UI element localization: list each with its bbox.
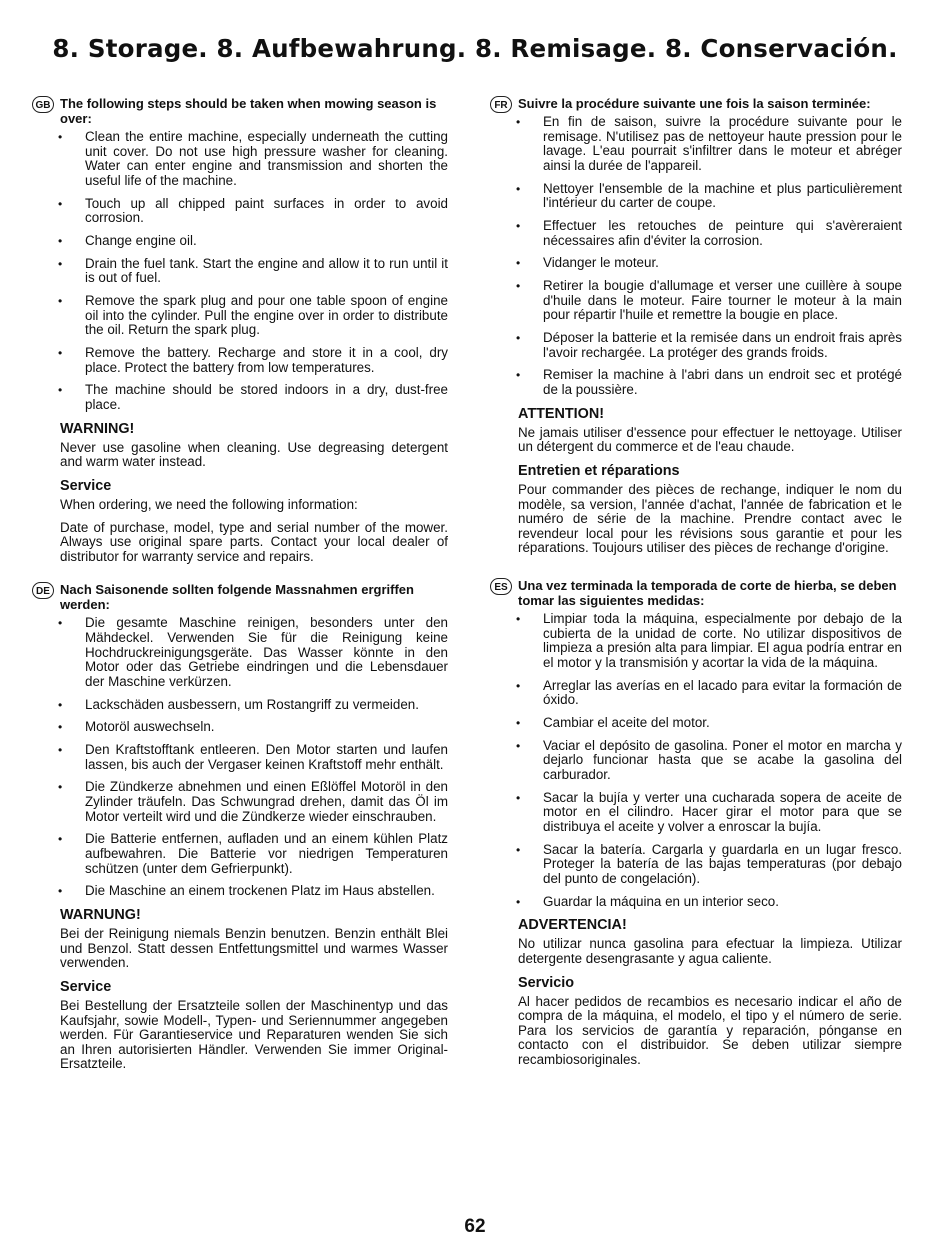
language-badge-de: DE: [32, 582, 54, 599]
service-title-es: Servicio: [518, 974, 574, 991]
warning-text-gb: Never use gasoline when cleaning. Use degreasing detergent and warm water instead.: [60, 439, 448, 470]
list-item: • Vidanger le moteur.: [490, 256, 902, 271]
list-item: • Remove the battery. Recharge and store it in a cool, dry place. Protect the battery from low temperatures.: [32, 346, 448, 375]
list-item: • En fin de saison, suivre la procédure suivante pour le remisage. N'utilisez pas de nettoyeur haute pression pour le lavage. L'eau pourrait s'infiltrer dans le moteur et abréger ainsi la durée de l'appareil.: [490, 115, 902, 173]
list-item: • Effectuer les retouches de peinture qui s'avèreraient nécessaires afin d'éviter la corrosion.: [490, 219, 902, 248]
language-badge-gb: GB: [32, 96, 54, 113]
list-item: • Retirer la bougie d'allumage et verser une cuillère à soupe d'huile dans le moteur. Faire tourner le moteur à la main pour répartir l'huile et remettre la bougie en place.: [490, 279, 902, 323]
section-es: [490, 578, 902, 1068]
service-title-de: Service: [60, 978, 112, 995]
section-de: [32, 582, 448, 1072]
list-item: • Die Maschine an einem trockenen Platz im Haus abstellen.: [32, 884, 448, 899]
list-item: • Remiser la machine à l'abri dans un endroit sec et protégé de la poussière.: [490, 368, 902, 397]
heading-text-gb: The following steps should be taken when mowing season is over:: [60, 96, 437, 126]
language-badge-fr: FR: [490, 96, 512, 113]
service-text-es-1: Al hacer pedidos de recambios es necesario indicar el año de compra de la máquina, el modelo, el tipo y el número de serie. Para los servicios de garantía y reparación, pónganse en contacto con el distribuidor. Se deben utilizar siempre recambiosoriginales.: [518, 993, 902, 1067]
list-item: • Die Zündkerze abnehmen und einen Eßlöffel Motoröl in den Zylinder träufeln. Das Schwungrad drehen, damit das Öl im Motor verteilt wird und die Zündkerze wieder einschrauben.: [32, 780, 448, 824]
heading-text-de: Nach Saisonende sollten folgende Massnahmen ergriffen werden:: [60, 582, 414, 613]
list-item: • Clean the entire machine, especially underneath the cutting unit cover. Do not use high pressure washer for cleaning. Water can enter engine and transmission and shorten the useful life of the machine.: [32, 130, 448, 188]
warning-title-es: ADVERTENCIA!: [518, 917, 627, 934]
service-text-gb-1: When ordering, we need the following information:: [60, 497, 358, 512]
warning-text-de: Bei der Reinigung niemals Benzin benutzen. Benzin enthält Blei und Benzol. Statt dessen Entfettungsmittel und warmes Wasser verwenden.: [60, 926, 448, 971]
bullet-list-es: [490, 612, 902, 909]
section-heading-de: [32, 582, 448, 612]
bullet-list-fr: [490, 115, 902, 398]
list-item: • Remove the spark plug and pour one table spoon of engine oil into the cylinder. Pull the engine over in order to distribute the oil. Return the spark plug.: [32, 294, 448, 338]
service-text-gb-2: Date of purchase, model, type and serial number of the mower. Always use original spare parts. Contact your local dealer of distributor for warranty service and repairs.: [60, 519, 448, 564]
heading-text-fr: Suivre la procédure suivante une fois la saison terminée:: [518, 96, 871, 111]
warning-title-gb: WARNING!: [60, 420, 135, 437]
service-text-fr-1: Pour commander des pièces de rechange, indiquer le nom du modèle, sa version, l'année d'achat, l'année de fabrication et le numéro de série de la machine. Prendre contact avec le revendeur local pour les révisions sous garantie et pour les réparations. Toujours utiliser des pièces de rechange d'origine.: [518, 482, 902, 556]
service-text-de-1: Bei Bestellung der Ersatzteile sollen der Maschinentyp und das Kaufsjahr, sowie Modell-, Typen- und Seriennummer angegeben werden. Für Garantieservice und Reparaturen wenden Sie sich an Ihren autorisierten Händler. Verwenden Sie immer Original-Ersatzteile.: [60, 997, 448, 1072]
list-item: • Touch up all chipped paint surfaces in order to avoid corrosion.: [32, 197, 448, 226]
list-item: • Arreglar las averías en el lacado para evitar la formación de óxido.: [490, 679, 902, 708]
warning-title-fr: ATTENTION!: [518, 405, 605, 422]
warning-text-es: No utilizar nunca gasolina para efectuar la limpieza. Utilizar detergente desengrasante y agua caliente.: [518, 936, 902, 966]
list-item: • Lackschäden ausbessern, um Rostangriff zu vermeiden.: [32, 698, 448, 713]
list-item: • Guardar la máquina en un interior seco.: [490, 895, 902, 910]
list-item: • Vaciar el depósito de gasolina. Poner el motor en marcha y dejarlo funcionar hasta que se acabe la gasolina del carburador.: [490, 739, 902, 783]
list-item: • Motoröl auswechseln.: [32, 720, 448, 735]
warning-text-fr: Ne jamais utiliser d'essence pour effectuer le nettoyage. Utiliser un détergent du commerce et de l'eau chaude.: [518, 424, 902, 455]
list-item: • Sacar la batería. Cargarla y guardarla en un lugar fresco. Proteger la batería de las bajas temperaturas (por debajo del punto de congelación).: [490, 843, 902, 887]
list-item: • Sacar la bujía y verter una cucharada sopera de aceite de motor en el cilindro. Hacer girar el motor para que se distribuya el aceite y volver a enroscar la bujía.: [490, 791, 902, 835]
list-item: • Déposer la batterie et la remisée dans un endroit frais après l'avoir rechargée. La protéger des grands froids.: [490, 331, 902, 360]
right-column: [490, 96, 902, 1076]
list-item: • Den Kraftstofftank entleeren. Den Motor starten und laufen lassen, bis auch der Vergaser keinen Kraftstoff mehr enthält.: [32, 743, 448, 772]
language-badge-es: ES: [490, 578, 512, 595]
section-heading-es: [490, 578, 902, 608]
list-item: • Die Batterie entfernen, aufladen und an einem kühlen Platz aufbewahren. Die Batterie vor niedrigen Temperaturen schützen (unter dem Gefrierpunkt).: [32, 832, 448, 876]
bullet-list-gb: [32, 130, 448, 413]
section-gb: [32, 96, 448, 564]
list-item: • The machine should be stored indoors in a dry, dust-free place.: [32, 383, 448, 412]
section-heading-gb: [32, 96, 448, 126]
left-column: [32, 96, 448, 1080]
service-title-fr: Entretien et réparations: [518, 463, 680, 479]
list-item: • Limpiar toda la máquina, especialmente por debajo de la cubierta de la unidad de corte. No utilizar dispositivos de limpieza a presión alta para limpiar. El agua podría entrar en el motor y la transmisión y acortar la vida de la máquina.: [490, 612, 902, 670]
list-item: • Cambiar el aceite del motor.: [490, 716, 902, 731]
bullet-list-de: [32, 616, 448, 899]
service-title-gb: Service: [60, 478, 112, 494]
section-heading-fr: [490, 96, 902, 111]
list-item: • Die gesamte Maschine reinigen, besonders unter den Mähdeckel. Verwenden Sie für die Reinigung keine Hochdruckreinigungsgeräte. Das Wasser könnte in den Motor oder das Getriebe eindringen und die Lebensdauer der Maschine verkürzen.: [32, 616, 448, 689]
warning-title-de: WARNUNG!: [60, 907, 141, 924]
section-fr: [490, 96, 902, 556]
list-item: • Change engine oil.: [32, 234, 448, 249]
page-title: 8. Storage. 8. Aufbewahrung. 8. Remisage. 8. Conservación.: [52, 34, 898, 63]
page-number: 62: [464, 1216, 486, 1237]
list-item: • Drain the fuel tank. Start the engine and allow it to run until it is out of fuel.: [32, 257, 448, 286]
heading-text-es: Una vez terminada la temporada de corte de hierba, se deben tomar las siguientes medidas:: [518, 577, 897, 608]
list-item: • Nettoyer l'ensemble de la machine et plus particulièrement l'intérieur du carter de coupe.: [490, 182, 902, 211]
